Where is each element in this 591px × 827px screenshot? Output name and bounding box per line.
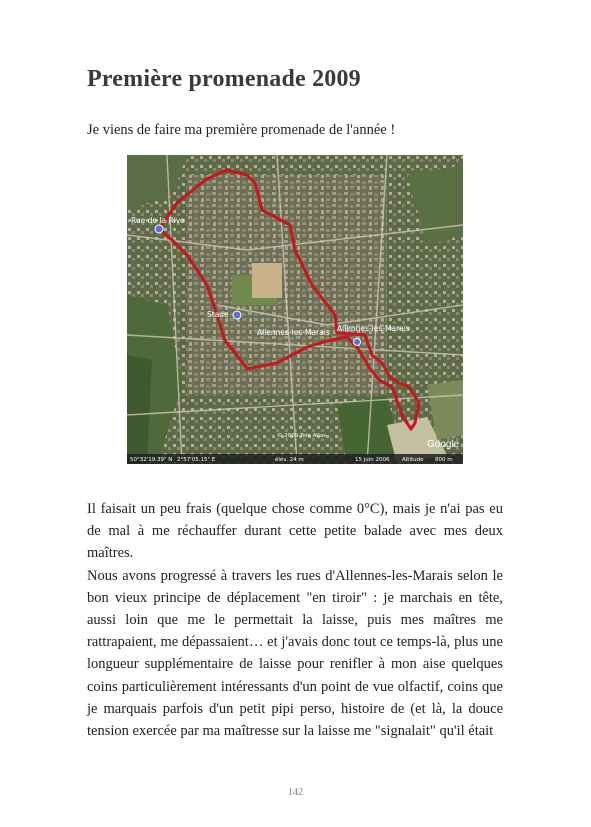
map-label-stade: Stade: [207, 310, 229, 319]
map-copyright: © 2009 Tele Atlas: [277, 433, 327, 439]
intro-sentence: Je viens de faire ma première promenade de l'année !: [87, 122, 396, 138]
pin-icon: [233, 311, 241, 319]
map-latitude: 50°32'19.39" N: [130, 457, 173, 463]
paragraph: Il faisait un peu frais (quelque chose comme 0°C), mais je n'ai pas eu de mal à me réchauffer durant cette petite balade avec mes deux maîtres.: [87, 501, 503, 562]
pin-icon: [155, 225, 163, 233]
article-body: [87, 498, 503, 742]
map-altitude-label: Altitude: [402, 457, 424, 463]
google-logo: Google: [427, 439, 460, 450]
map-label-rue: Rue de la Rive: [131, 216, 185, 225]
pin-icon: [354, 339, 361, 346]
map-graphic: [127, 155, 463, 464]
map-label-town: Allennes-les-Marais: [257, 328, 330, 337]
map-elevation: élév. 24 m: [275, 457, 304, 463]
map-date: 15 juin 2006: [355, 457, 390, 463]
paragraph: Nous avons progressé à travers les rues d'Allennes-les-Marais selon le bon vieux principe de déplacement "en tiroir" : je marchais en tête, aussi loin que me le permettait la laisse, puis mes maîtres me rattrapaient, me dépassaient… et j'avais donc tout ce temps-là, plus une longueur supplémentaire de laisse pour renifler à mon aise quelques coins particulièrement intéressants d'un point de vue olfactif, coins que je marquais parfois d'un petit pipi perso, histoire de (et là, la douce tension exercée par ma maîtresse sur la laisse me "signalait" qu'il était: [87, 567, 503, 740]
map-longitude: 2°57'05.15" E: [177, 457, 216, 463]
map-label-town-2: Allennes-les-Marais: [337, 324, 410, 333]
page-number: 142: [288, 787, 303, 798]
page-title: Première promenade 2009: [87, 66, 361, 92]
map-altitude-value: 800 m: [435, 457, 453, 463]
satellite-map-image: [127, 155, 463, 464]
